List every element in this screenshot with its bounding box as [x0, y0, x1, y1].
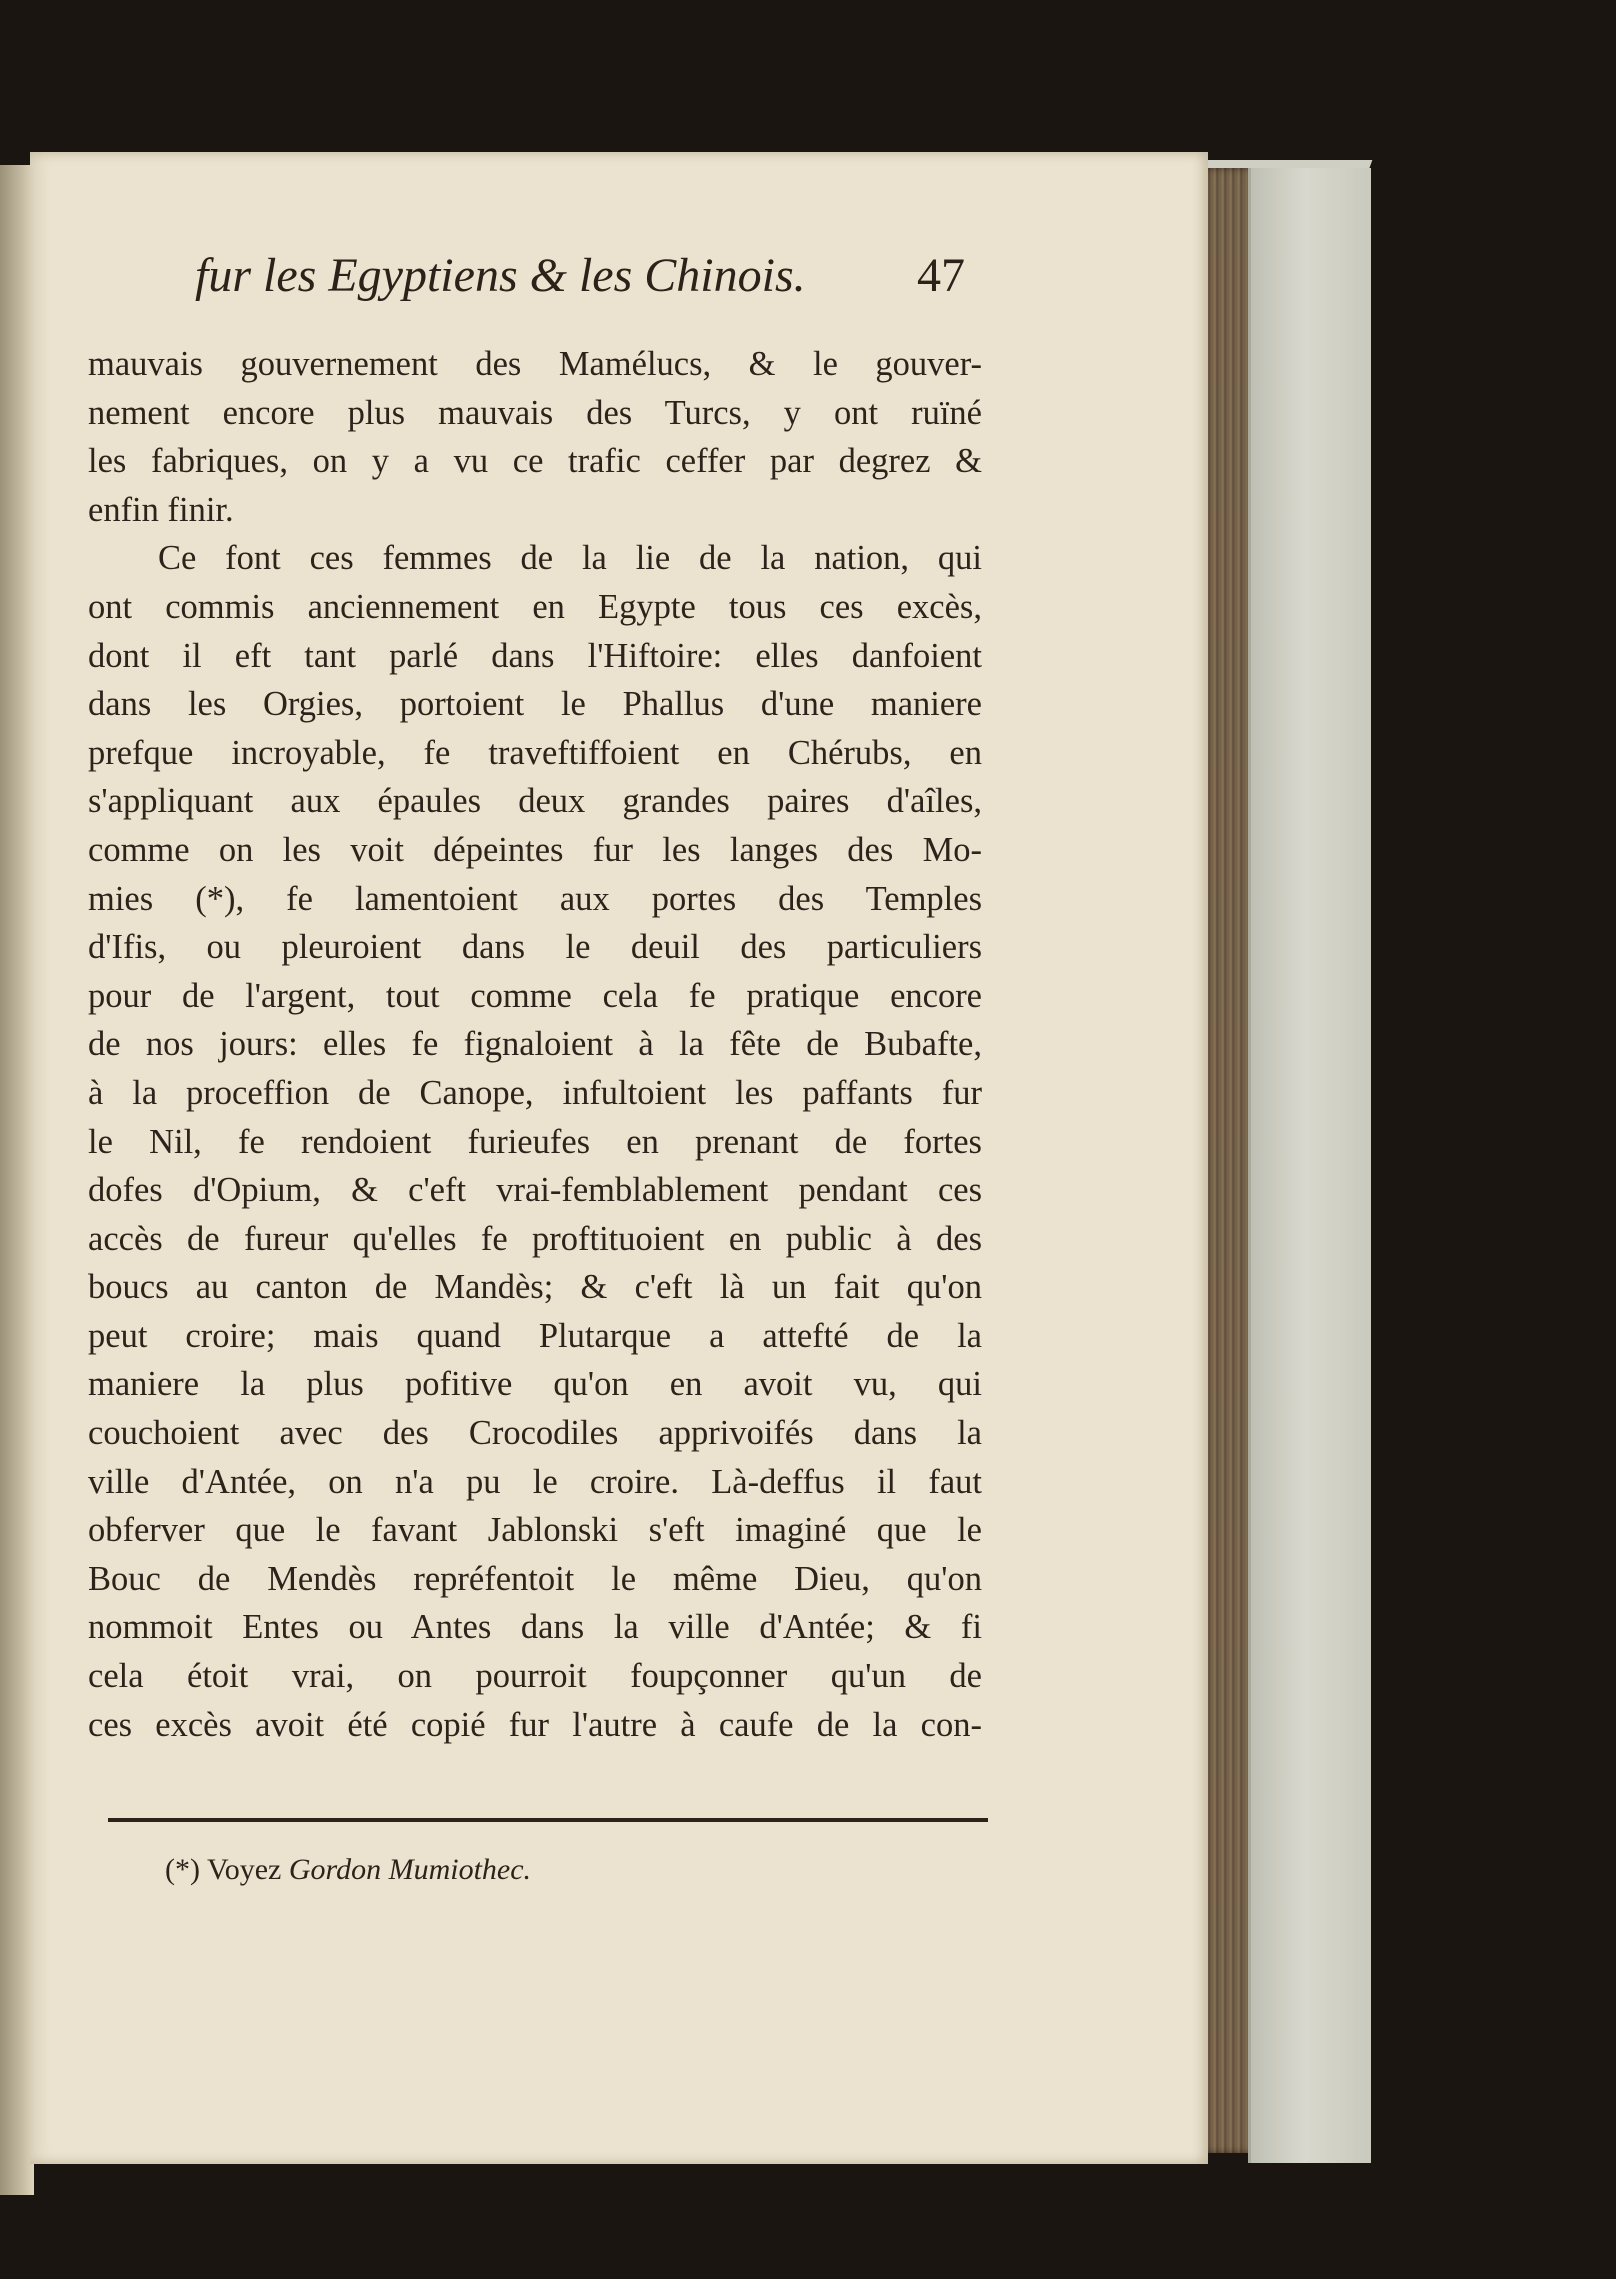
- page-number: 47: [917, 249, 965, 302]
- text-line: dont il eft tant parlé dans l'Hiftoire: elles danfoient: [88, 636, 982, 675]
- text-line: ville d'Antée, on n'a pu le croire. Là-deffus il faut: [88, 1462, 982, 1501]
- text-line: de nos jours: elles fe fignaloient à la fête de Bubafte,: [88, 1025, 982, 1064]
- text-line: s'appliquant aux épaules deux grandes paires d'aîles,: [88, 782, 982, 821]
- text-line: couchoient avec des Crocodiles apprivoifés dans la: [88, 1414, 982, 1453]
- text-line: enfin finir.: [88, 490, 234, 529]
- text-line: mies (*), fe lamentoient aux portes des Temples: [88, 879, 982, 918]
- text-line: comme on les voit dépeintes fur les langes des Mo-: [88, 830, 982, 869]
- running-head: [195, 248, 965, 308]
- text-line: cela étoit vrai, on pourroit foupçonner qu'un de: [88, 1657, 982, 1696]
- text-line: les fabriques, on y a vu ce trafic ceffer par degrez &: [88, 442, 982, 481]
- text-line: Ce font ces femmes de la lie de la nation, qui: [158, 539, 982, 578]
- running-head-title: fur les Egyptiens & les Chinois.: [195, 249, 806, 302]
- footnote-marker: (*) Voyez: [165, 1853, 282, 1886]
- text-line: le Nil, fe rendoient furieufes en prenant de fortes: [88, 1122, 982, 1161]
- footnote: [165, 1853, 531, 1887]
- footnote-rule: [108, 1818, 988, 1822]
- text-line: peut croire; mais quand Plutarque a attefté de la: [88, 1316, 982, 1355]
- text-line: nommoit Entes ou Antes dans la ville d'Antée; & fi: [88, 1608, 982, 1647]
- text-line: à la proceffion de Canope, infultoient les paffants fur: [88, 1073, 982, 1112]
- text-line: prefque incroyable, fe traveftiffoient en Chérubs, en: [88, 733, 982, 772]
- text-line: ont commis anciennement en Egypte tous ces excès,: [88, 587, 982, 626]
- body-text: [88, 340, 982, 1749]
- text-line: ces excès avoit été copié fur l'autre à caufe de la con-: [88, 1705, 982, 1744]
- text-line: boucs au canton de Mandès; & c'eft là un fait qu'on: [88, 1268, 982, 1307]
- text-line: mauvais gouvernement des Mamélucs, & le gouver-: [88, 345, 982, 383]
- text-line: obferver que le favant Jablonski s'eft imaginé que le: [88, 1511, 982, 1550]
- footnote-text: Gordon Mumiothec.: [288, 1853, 532, 1886]
- text-line: accès de fureur qu'elles fe proftituoient en public à des: [88, 1219, 982, 1258]
- text-line: dofes d'Opium, & c'eft vrai-femblablement pendant ces: [88, 1171, 982, 1210]
- text-line: d'Ifis, ou pleuroient dans le deuil des particuliers: [88, 928, 982, 967]
- text-line: maniere la plus pofitive qu'on en avoit vu, qui: [88, 1365, 982, 1404]
- book-cover: [1248, 168, 1371, 2163]
- facing-page-edge: [0, 165, 34, 2195]
- text-line: nement encore plus mauvais des Turcs, y ont ruïné: [88, 393, 982, 432]
- text-line: Bouc de Mendès repréfentoit le même Dieu, qu'on: [88, 1559, 982, 1598]
- text-line: dans les Orgies, portoient le Phallus d'une maniere: [88, 685, 982, 724]
- text-line: pour de l'argent, tout comme cela fe pratique encore: [88, 976, 982, 1015]
